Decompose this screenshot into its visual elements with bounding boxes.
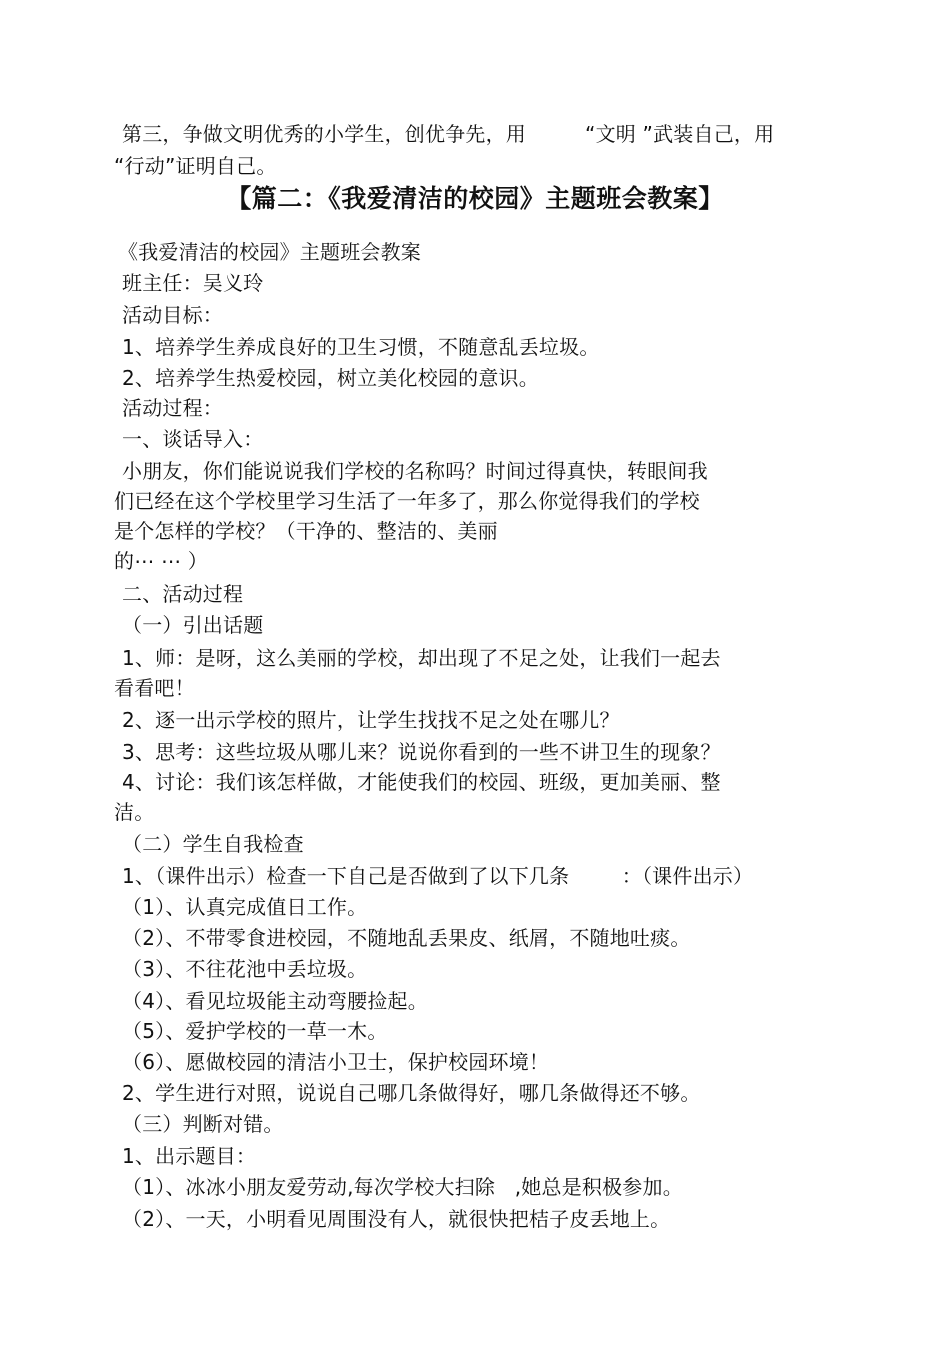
body-line: 活动过程： (122, 396, 223, 420)
body-line: 1、出示题目： (122, 1144, 257, 1168)
body-line: 4、讨论：我们该怎样做，才能使我们的校园、班级，更加美丽、整 (122, 770, 721, 794)
body-line: 小朋友，你们能说说我们学校的名称吗？时间过得真快，转眼间我 (122, 459, 708, 483)
section-heading: 【篇二：《我爱清洁的校园》主题班会教案】 (226, 184, 724, 213)
body-line: 3、思考：这些垃圾从哪儿来？说说你看到的一些不讲卫生的现象？ (122, 740, 721, 764)
body-line: 们已经在这个学校里学习生活了一年多了，那么你觉得我们的学校 (114, 489, 700, 513)
body-line: 看看吧！ (114, 676, 195, 700)
body-line: （2）、一天，小明看见周围没有人，就很快把桔子皮丢地上。 (122, 1207, 671, 1231)
body-line: 2、学生进行对照，说说自己哪几条做得好，哪几条做得还不够。 (122, 1081, 701, 1105)
body-line: 1、（课件出示）检查一下自己是否做到了以下几条 ：（课件出示） (122, 864, 754, 888)
body-line: 班主任：吴义玲 (122, 271, 264, 295)
body-line: 2、逐一出示学校的照片，让学生找找不足之处在哪儿？ (122, 708, 620, 732)
body-line: 是个怎样的学校？（干净的、整洁的、美丽 (114, 519, 498, 543)
body-line: （三）判断对错。 (122, 1112, 284, 1136)
body-line: （1）、认真完成值日工作。 (122, 895, 368, 919)
body-line: 活动目标： (122, 303, 223, 327)
body-line: （二）学生自我检查 (122, 832, 304, 856)
body-line: 1、培养学生养成良好的卫生习惯，不随意乱丢垃圾。 (122, 335, 600, 359)
body-line: 一、谈话导入： (122, 427, 264, 451)
body-line: 洁。 (114, 800, 155, 824)
body-line: （3）、不往花池中丢垃圾。 (122, 957, 368, 981)
body-line: 《我爱清洁的校园》主题班会教案 (118, 240, 421, 264)
body-line: 的⋯ ⋯ ） (114, 549, 208, 573)
body-line: （一）引出话题 (122, 613, 264, 637)
body-line: （6）、愿做校园的清洁小卫士，保护校园环境！ (122, 1050, 550, 1074)
body-line: 2、培养学生热爱校园，树立美化校园的意识。 (122, 366, 539, 390)
intro-line-1: 第三，争做文明优秀的小学生，创优争先，用 “文明 ”武装自己，用 (122, 122, 775, 146)
body-line: 二、活动过程 (122, 582, 244, 606)
body-line: （4）、看见垃圾能主动弯腰捡起。 (122, 989, 428, 1013)
body-line: （1）、冰冰小朋友爱劳动,每次学校大扫除 ,她总是积极参加。 (122, 1175, 683, 1199)
body-line: （5）、爱护学校的一草一木。 (122, 1019, 388, 1043)
body-line: （2）、不带零食进校园，不随地乱丢果皮、纸屑，不随地吐痰。 (122, 926, 691, 950)
intro-line-2: “行动”证明自己。 (114, 154, 277, 178)
body-line: 1、师：是呀，这么美丽的学校，却出现了不足之处，让我们一起去 (122, 646, 721, 670)
